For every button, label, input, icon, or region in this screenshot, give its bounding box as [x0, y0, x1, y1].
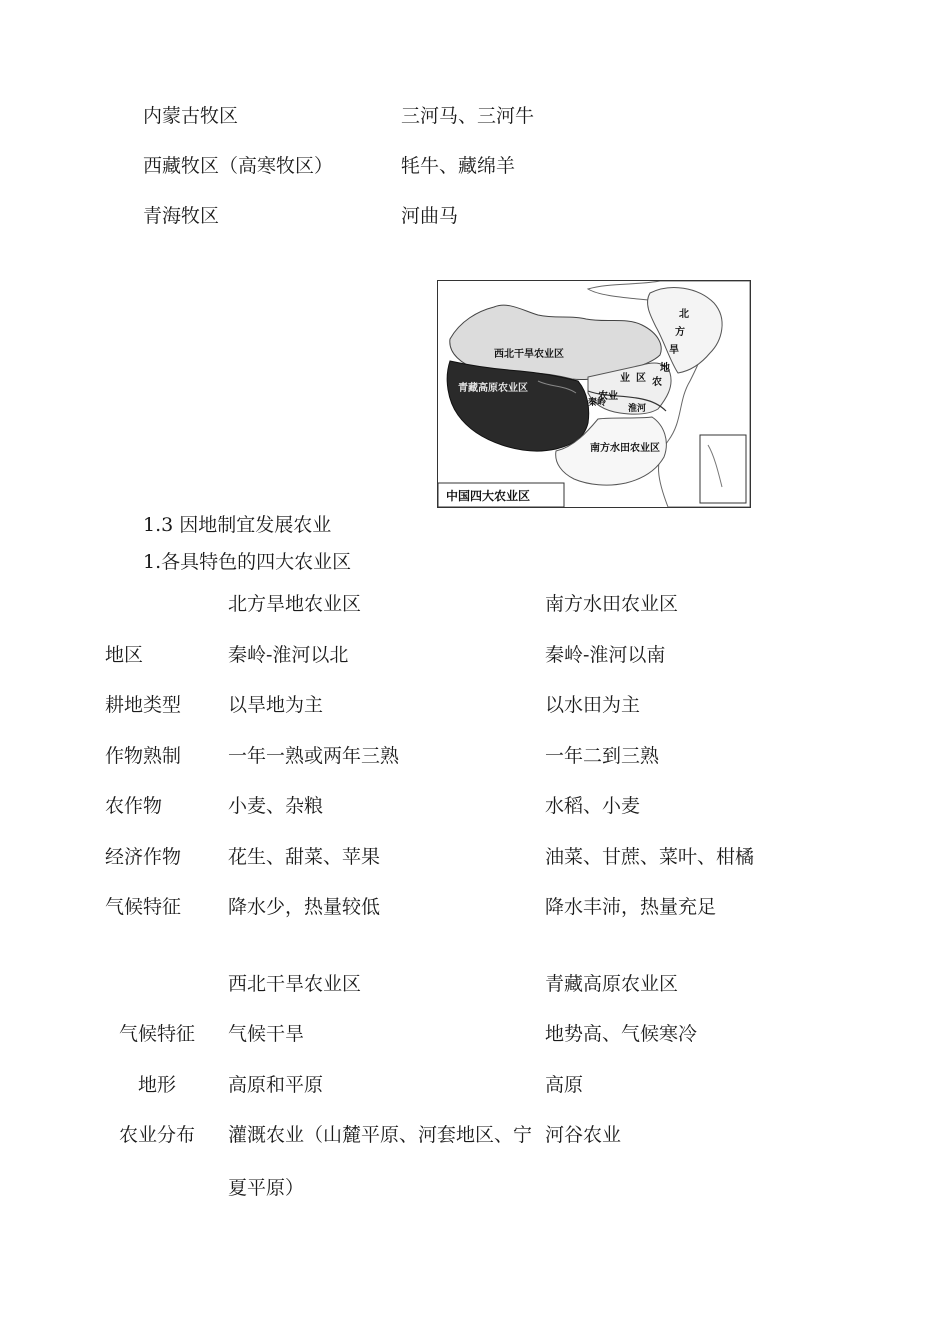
table1-cell-south: 降水丰沛，热量充足	[545, 896, 717, 918]
section-heading: 1.3 因地制宜发展农业	[143, 514, 332, 536]
map-label-north-char: 方	[675, 327, 685, 338]
map-label-north-char: 业	[620, 373, 630, 384]
table1-row-label: 经济作物	[105, 846, 182, 868]
table2-cell-northwest: 高原和平原	[228, 1074, 324, 1096]
map-label-huaihe: 淮河	[628, 404, 647, 414]
table1-cell-north: 降水少，热量较低	[228, 896, 381, 918]
table1-cell-north: 以旱地为主	[228, 694, 324, 716]
map-label-north-char: 地	[660, 363, 670, 374]
table1-col1-header: 北方旱地农业区	[228, 593, 362, 615]
table1-row-label: 农作物	[105, 795, 163, 817]
table1-cell-north: 花生、甜菜、苹果	[228, 846, 381, 868]
table2-row-label: 气候特征	[119, 1023, 196, 1045]
agriculture-regions-map	[437, 280, 751, 508]
table1-cell-south: 水稻、小麦	[545, 795, 641, 817]
pastoral-region-1: 内蒙古牧区	[143, 105, 239, 127]
table2-cell-qingzang: 高原	[545, 1074, 584, 1096]
table1-col2-header: 南方水田农业区	[545, 593, 679, 615]
table1-cell-south: 一年二到三熟	[545, 745, 660, 767]
section-subheading: 1.各具特色的四大农业区	[143, 551, 352, 573]
table1-cell-north: 秦岭-淮河以北	[228, 644, 349, 666]
map-label-north-char: 区	[636, 373, 646, 384]
map-graphic	[438, 281, 750, 507]
map-label-northwest: 西北干旱农业区	[494, 349, 564, 360]
table2-cell-northwest: 气候干旱	[228, 1023, 305, 1045]
map-label-north-char: 旱	[669, 345, 679, 356]
table2-cell-northwest-cont: 夏平原）	[228, 1177, 305, 1199]
map-label-north-char: 北	[679, 309, 689, 320]
table1-row-label: 作物熟制	[105, 745, 182, 767]
map-caption: 中国四大农业区	[446, 489, 531, 503]
table1-cell-south: 以水田为主	[545, 694, 641, 716]
pastoral-breed-1: 三河马、三河牛	[401, 105, 535, 127]
pastoral-breed-3: 河曲马	[401, 205, 459, 227]
table1-row-label: 耕地类型	[105, 694, 182, 716]
table2-row-label: 地形	[138, 1074, 177, 1096]
table2-cell-qingzang: 河谷农业	[545, 1124, 622, 1146]
map-label-south: 南方水田农业区	[590, 443, 660, 454]
table2-cell-northwest: 灌溉农业（山麓平原、河套地区、宁	[228, 1124, 533, 1146]
table2-cell-qingzang: 地势高、气候寒冷	[545, 1023, 698, 1045]
pastoral-region-2: 西藏牧区（高寒牧区）	[143, 155, 334, 177]
pastoral-breed-2: 牦牛、藏绵羊	[401, 155, 516, 177]
map-label-qingzang: 青藏高原农业区	[458, 383, 528, 394]
map-label-north-char: 农	[652, 377, 662, 388]
map-label-north-extra: 农业	[598, 391, 618, 402]
table1-cell-north: 一年一熟或两年三熟	[228, 745, 400, 767]
pastoral-region-3: 青海牧区	[143, 205, 220, 227]
table1-row-label: 气候特征	[105, 896, 182, 918]
table1-row-label: 地区	[105, 644, 144, 666]
table1-cell-south: 秦岭-淮河以南	[545, 644, 666, 666]
table2-col2-header: 青藏高原农业区	[545, 973, 679, 995]
map-label-qinling: 秦岭	[588, 398, 607, 408]
table1-cell-north: 小麦、杂粮	[228, 795, 324, 817]
table2-row-label: 农业分布	[119, 1124, 196, 1146]
table2-col1-header: 西北干旱农业区	[228, 973, 362, 995]
table1-cell-south: 油菜、甘蔗、菜叶、柑橘	[545, 846, 755, 868]
